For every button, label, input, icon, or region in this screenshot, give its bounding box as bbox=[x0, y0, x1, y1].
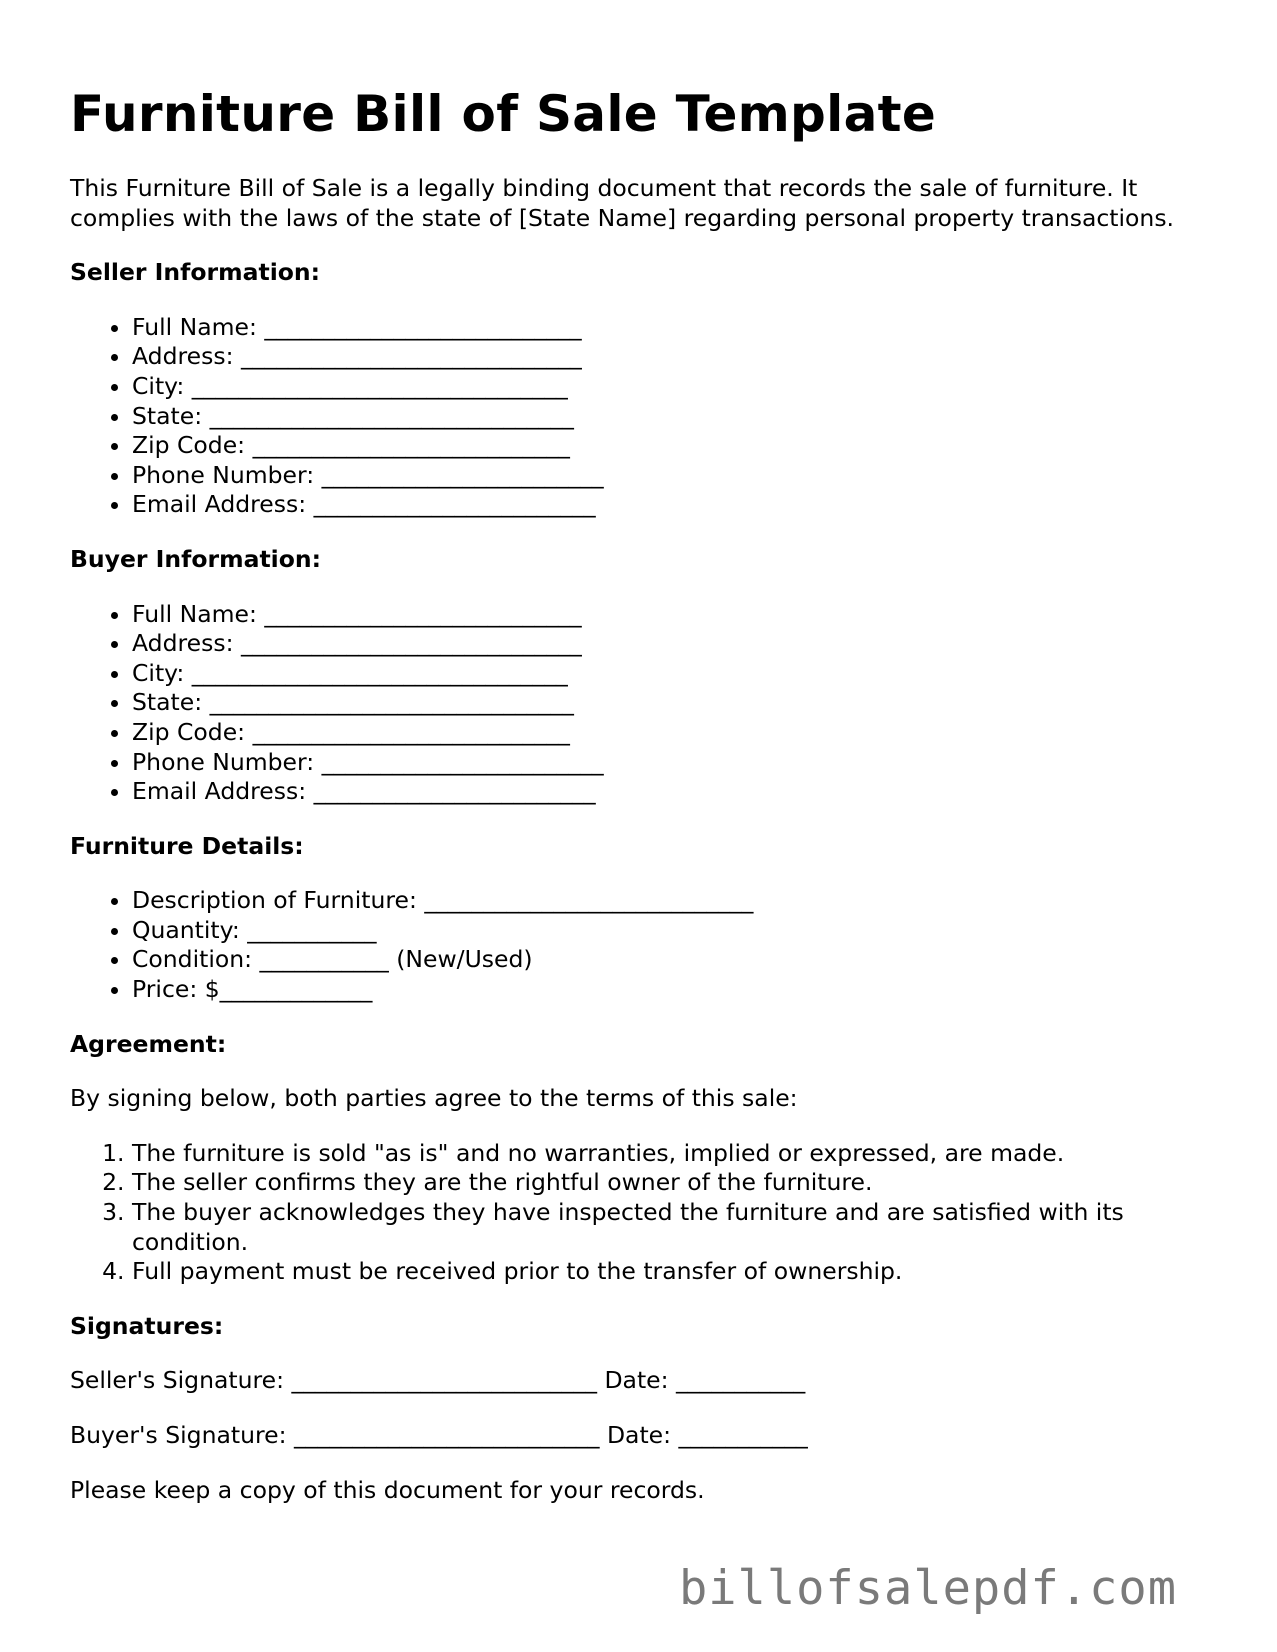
furniture-fields-list bbox=[70, 886, 1210, 1004]
buyer-full-name-field: • Full Name: ___________________________ bbox=[132, 600, 1210, 630]
seller-state-field: • State: _______________________________ bbox=[132, 402, 1210, 432]
buyer-city-field: • City: ________________________________ bbox=[132, 659, 1210, 689]
seller-zip-field: • Zip Code: ___________________________ bbox=[132, 431, 1210, 461]
agreement-term: 3. The buyer acknowledges they have inspected the furniture and are satisfied with its condition. bbox=[132, 1198, 1210, 1257]
intro-paragraph: This Furniture Bill of Sale is a legally binding document that records the sale of furniture. It complies with the laws of the state of [State Name] regarding personal property transactions. bbox=[70, 174, 1175, 232]
buyer-heading: Buyer Information: bbox=[70, 544, 322, 573]
furniture-quantity-field: • Quantity: ___________ bbox=[132, 916, 1210, 946]
page-title: Furniture Bill of Sale Template bbox=[70, 85, 937, 143]
agreement-term: 2. The seller confirms they are the rightful owner of the furniture. bbox=[132, 1168, 1210, 1198]
furniture-heading: Furniture Details: bbox=[70, 831, 304, 860]
closing-note: Please keep a copy of this document for your records. bbox=[70, 1475, 705, 1504]
buyer-zip-field: • Zip Code: ___________________________ bbox=[132, 718, 1210, 748]
seller-fields-list bbox=[70, 313, 1210, 520]
furniture-price-field: • Price: $_____________ bbox=[132, 975, 1210, 1005]
seller-signature-line: Seller's Signature: __________________________ Date: ___________ bbox=[70, 1366, 806, 1395]
agreement-terms-list bbox=[70, 1139, 1210, 1287]
seller-phone-field: • Phone Number: ________________________ bbox=[132, 461, 1210, 491]
buyer-state-field: • State: _______________________________ bbox=[132, 688, 1210, 718]
buyer-address-field: • Address: _____________________________ bbox=[132, 629, 1210, 659]
buyer-email-field: • Email Address: ________________________ bbox=[132, 777, 1210, 807]
agreement-intro: By signing below, both parties agree to the terms of this sale: bbox=[70, 1084, 798, 1113]
watermark: billofsalepdf.com bbox=[678, 1561, 1177, 1616]
seller-email-field: • Email Address: ________________________ bbox=[132, 490, 1210, 520]
furniture-description-field: • Description of Furniture: ____________________________ bbox=[132, 886, 1210, 916]
buyer-fields-list bbox=[70, 600, 1210, 807]
buyer-signature-line: Buyer's Signature: __________________________ Date: ___________ bbox=[70, 1421, 808, 1449]
seller-heading: Seller Information: bbox=[70, 258, 321, 287]
seller-address-field: • Address: _____________________________ bbox=[132, 342, 1210, 372]
seller-city-field: • City: ________________________________ bbox=[132, 372, 1210, 402]
signatures-heading: Signatures: bbox=[70, 1311, 224, 1340]
seller-full-name-field: • Full Name: ___________________________ bbox=[132, 313, 1210, 343]
buyer-phone-field: • Phone Number: ________________________ bbox=[132, 748, 1210, 778]
agreement-term: 1. The furniture is sold "as is" and no warranties, implied or expressed, are made. bbox=[132, 1139, 1210, 1169]
agreement-heading: Agreement: bbox=[70, 1029, 227, 1058]
agreement-term: 4. Full payment must be received prior to the transfer of ownership. bbox=[132, 1257, 1210, 1287]
furniture-condition-field: • Condition: ___________ (New/Used) bbox=[132, 945, 1210, 975]
document bbox=[70, 84, 1210, 1505]
